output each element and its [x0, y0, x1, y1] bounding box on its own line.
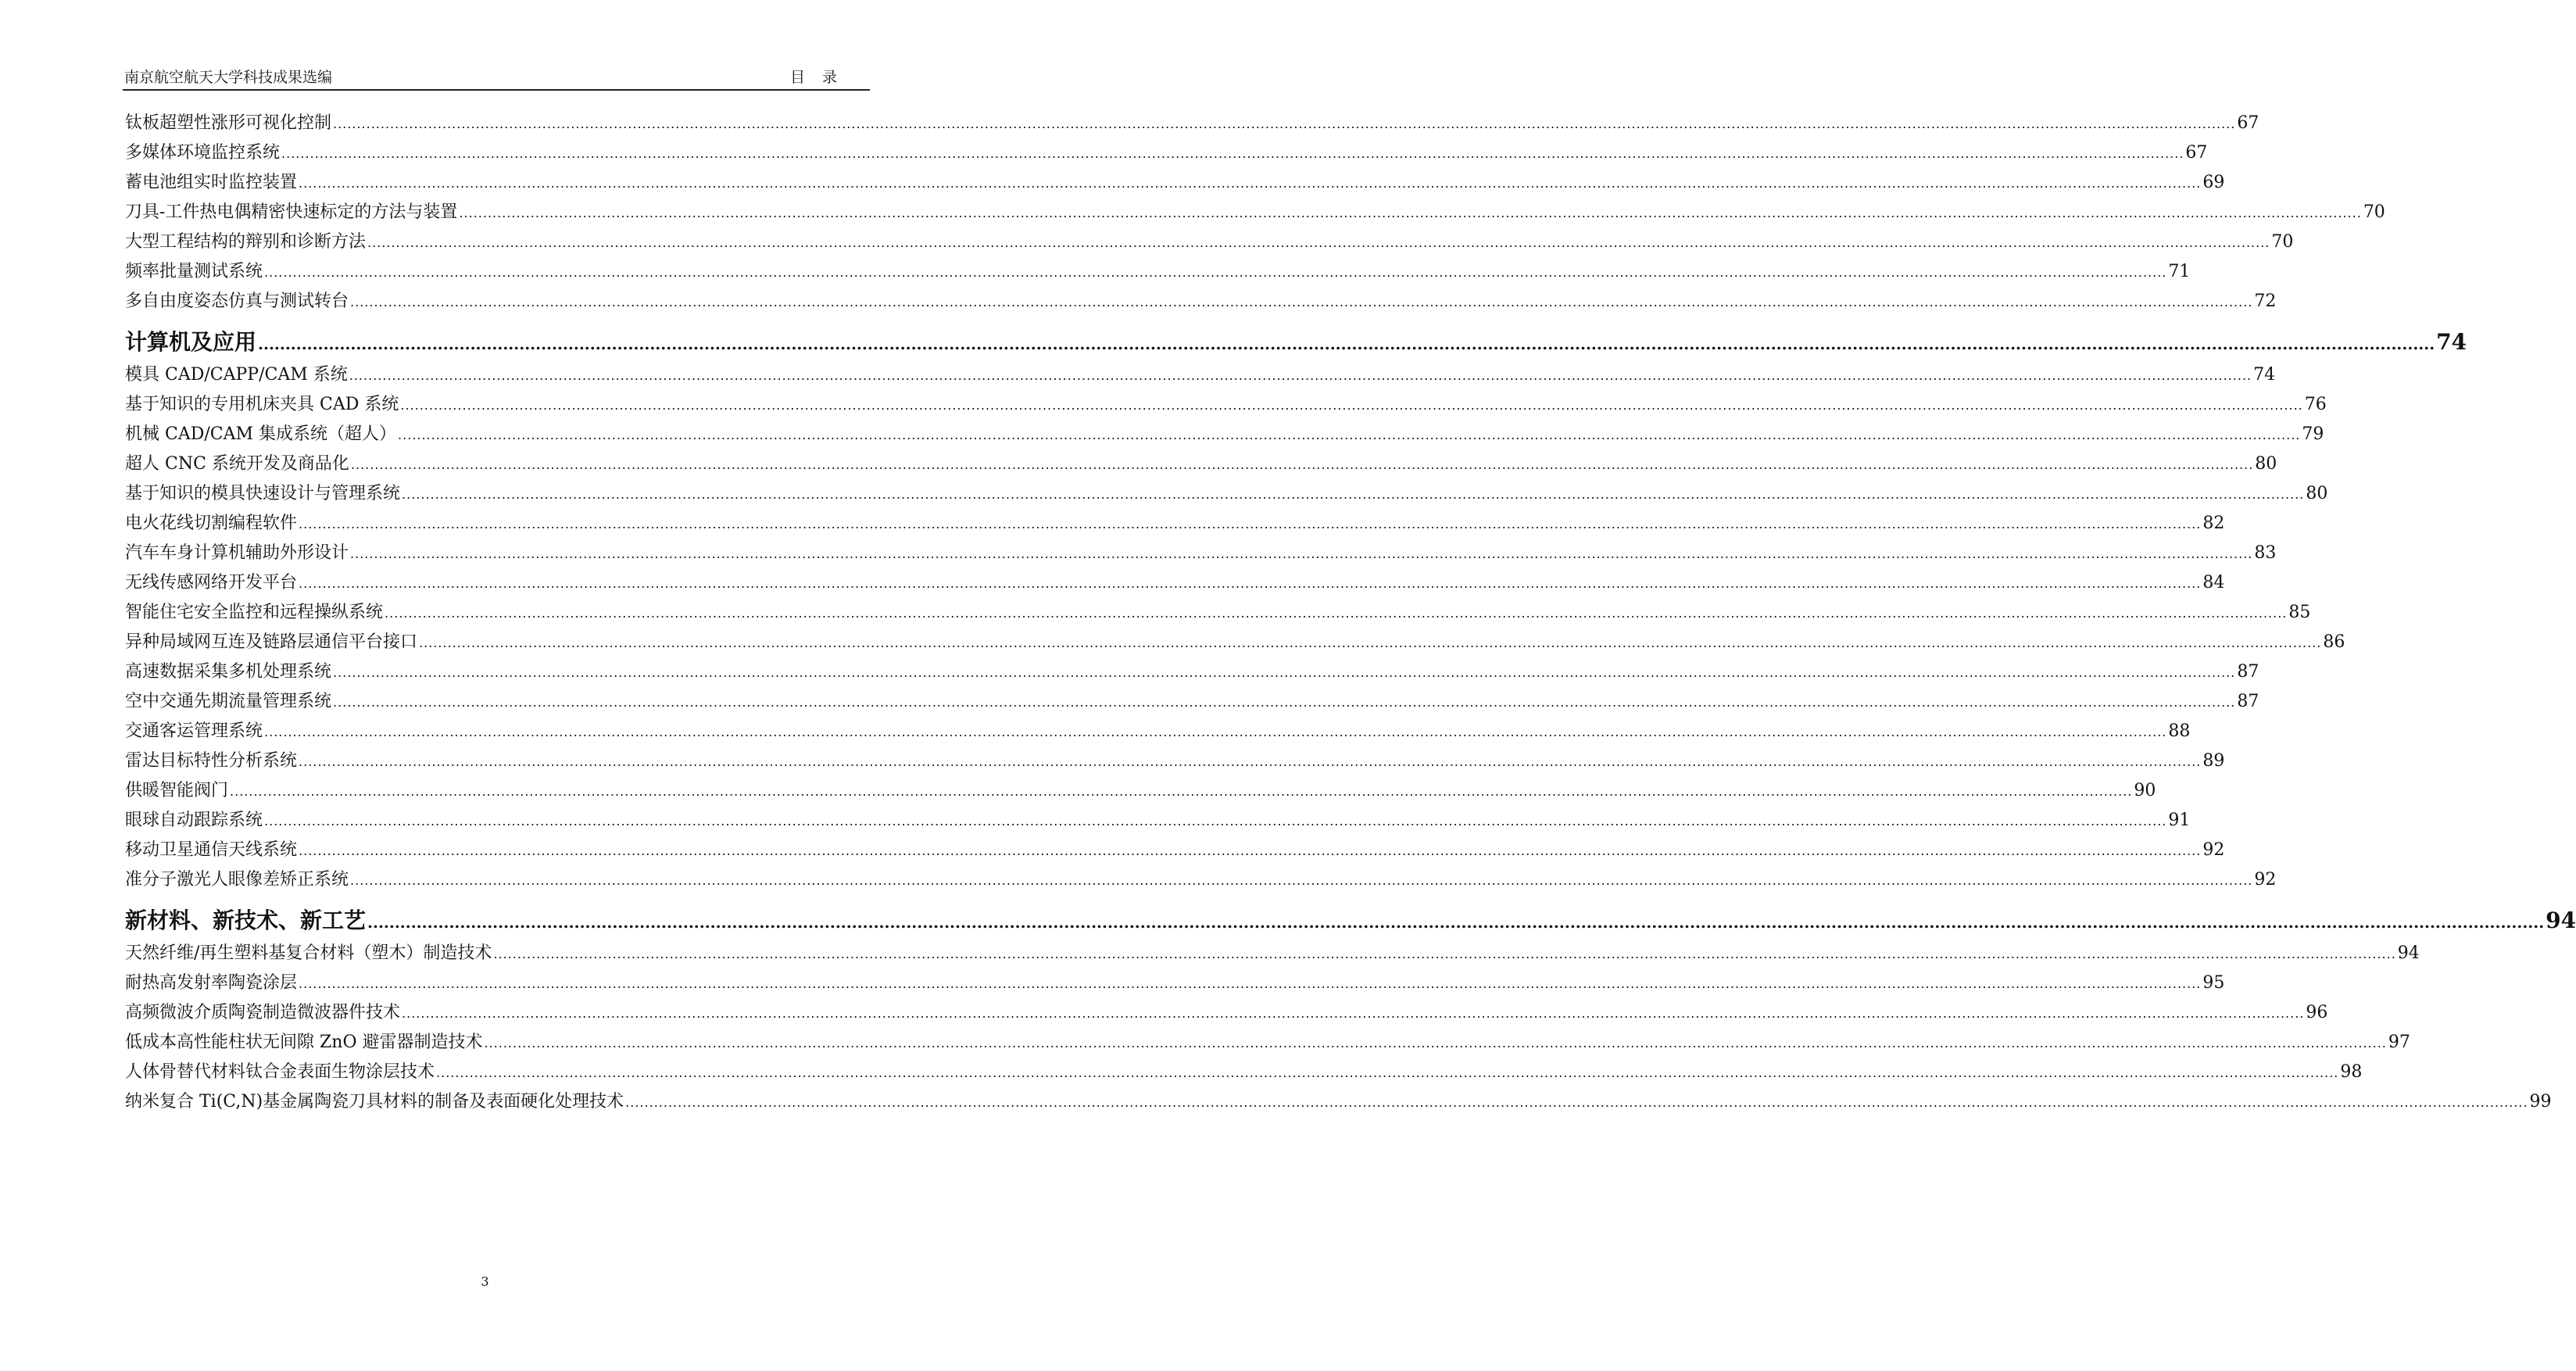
toc-entry[interactable]: [125, 969, 2225, 996]
toc-entry-title: 基于知识的专用机床夹具 CAD 系统: [125, 395, 399, 414]
toc-leader-dots: ................................................................................................................................................................................................................................................................................................................................................................................................................: [299, 176, 2202, 191]
toc-leader-dots: ................................................................................................................................................................................................................................................................................................................................................................................................................: [436, 1065, 2339, 1080]
toc-leader-dots: ................................................................................................................................................................................................................................................................................................................................................................................................................: [349, 368, 2252, 383]
toc-page-number: 88: [2168, 721, 2191, 741]
toc-page-number: 92: [2254, 870, 2277, 890]
toc-entry-title: 供暖智能阀门: [125, 781, 229, 800]
toc-page-number: 86: [2323, 632, 2345, 652]
toc-leader-dots: ................................................................................................................................................................................................................................................................................................................................................................................................................: [367, 235, 2270, 250]
toc-entry-title: 新材料、新技术、新工艺: [125, 907, 367, 933]
toc-leader-dots: ................................................................................................................................................................................................................................................................................................................................................................................................................: [350, 873, 2253, 888]
toc-page-number: 80: [2306, 484, 2328, 503]
toc-entry[interactable]: [125, 807, 2191, 833]
toc-page-number: 84: [2202, 573, 2225, 592]
toc-page-number: 72: [2254, 292, 2277, 311]
toc-entry-title: 多媒体环境监控系统: [125, 143, 281, 163]
toc-leader-dots: ................................................................................................................................................................................................................................................................................................................................................................................................................: [367, 913, 2545, 932]
toc-entry-title: 模具 CAD/CAPP/CAM 系统: [125, 365, 348, 385]
toc-leader-dots: ................................................................................................................................................................................................................................................................................................................................................................................................................: [625, 1095, 2528, 1110]
toc-leader-dots: ................................................................................................................................................................................................................................................................................................................................................................................................................: [258, 335, 2435, 353]
toc-entry-title: 多自由度姿态仿真与测试转台: [125, 292, 349, 311]
toc-leader-dots: ................................................................................................................................................................................................................................................................................................................................................................................................................: [299, 754, 2202, 769]
toc-leader-dots: ................................................................................................................................................................................................................................................................................................................................................................................................................: [350, 295, 2253, 310]
toc-entry[interactable]: [125, 288, 2277, 314]
toc-page-number: 89: [2202, 751, 2225, 771]
toc-page-number: 83: [2254, 543, 2277, 563]
toc-page-number: 82: [2202, 514, 2225, 533]
toc-leader-dots: ................................................................................................................................................................................................................................................................................................................................................................................................................: [484, 1036, 2387, 1051]
toc-entry[interactable]: [125, 658, 2259, 685]
toc-entry[interactable]: [125, 999, 2328, 1026]
toc-entry-title: 基于知识的模具快速设计与管理系统: [125, 484, 401, 503]
toc-page-number: 80: [2255, 454, 2277, 474]
toc-entry-title: 计算机及应用: [125, 329, 257, 355]
toc-entry-title: 准分子激光人眼像差矫正系统: [125, 870, 349, 890]
toc-page-number: 74: [2436, 329, 2467, 355]
toc-entry-title: 高速数据采集多机处理系统: [125, 662, 332, 682]
toc-entry-title: 交通客运管理系统: [125, 721, 263, 741]
toc-leader-dots: ................................................................................................................................................................................................................................................................................................................................................................................................................: [264, 814, 2167, 829]
toc-page-number: 85: [2288, 603, 2311, 622]
toc-leader-dots: ................................................................................................................................................................................................................................................................................................................................................................................................................: [459, 206, 2362, 220]
toc-entry-title: 天然纤维/再生塑料基复合材料（塑木）制造技术: [125, 943, 492, 963]
toc-leader-dots: ................................................................................................................................................................................................................................................................................................................................................................................................................: [402, 1006, 2305, 1021]
toc-page-number: 91: [2168, 811, 2191, 830]
toc-entry-title: 眼球自动跟踪系统: [125, 811, 263, 830]
toc-entry-title: 刀具-工件热电偶精密快速标定的方法与装置: [125, 202, 458, 222]
toc-leader-dots: ................................................................................................................................................................................................................................................................................................................................................................................................................: [400, 398, 2303, 413]
toc-leader-dots: ................................................................................................................................................................................................................................................................................................................................................................................................................: [264, 725, 2167, 739]
toc-leader-dots: ................................................................................................................................................................................................................................................................................................................................................................................................................: [230, 784, 2133, 799]
toc-leader-dots: ................................................................................................................................................................................................................................................................................................................................................................................................................: [299, 576, 2202, 591]
toc-entry[interactable]: [125, 747, 2225, 774]
toc-leader-dots: ................................................................................................................................................................................................................................................................................................................................................................................................................: [402, 487, 2305, 502]
toc-leader-dots: ................................................................................................................................................................................................................................................................................................................................................................................................................: [493, 947, 2396, 961]
toc-leader-dots: ................................................................................................................................................................................................................................................................................................................................................................................................................: [333, 665, 2236, 680]
toc-entry-title: 人体骨替代材料钛合金表面生物涂层技术: [125, 1062, 435, 1082]
toc-entry-title: 智能住宅安全监控和远程操纵系统: [125, 603, 384, 622]
toc-entry-title: 机械 CAD/CAM 集成系统（超人）: [125, 424, 397, 444]
toc-leader-dots: ................................................................................................................................................................................................................................................................................................................................................................................................................: [333, 695, 2236, 710]
toc-entry[interactable]: [125, 169, 2225, 195]
toc-entry-title: 电火花线切割编程软件: [125, 514, 298, 533]
toc-entry-title: 耐热高发射率陶瓷涂层: [125, 973, 298, 993]
toc-leader-dots: ................................................................................................................................................................................................................................................................................................................................................................................................................: [299, 843, 2202, 858]
toc-entry-title: 蓄电池组实时监控装置: [125, 173, 298, 192]
toc-page-number: 76: [2304, 395, 2327, 414]
toc-page-number: 87: [2237, 662, 2259, 682]
toc-page-number: 71: [2168, 262, 2191, 281]
toc-entry-title: 异种局域网互连及链路层通信平台接口: [125, 632, 418, 652]
toc-entry[interactable]: [125, 258, 2191, 285]
toc-leader-dots: ................................................................................................................................................................................................................................................................................................................................................................................................................: [350, 457, 2254, 472]
toc-page-number: 67: [2185, 143, 2208, 163]
toc-entry-title: 雷达目标特性分析系统: [125, 751, 298, 771]
page-header: [123, 66, 870, 91]
toc-leader-dots: ................................................................................................................................................................................................................................................................................................................................................................................................................: [299, 976, 2202, 991]
toc-leader-dots: ................................................................................................................................................................................................................................................................................................................................................................................................................: [350, 546, 2253, 561]
toc-entry[interactable]: [125, 361, 2276, 388]
toc-page-number: 94: [2546, 907, 2576, 933]
toc-leader-dots: ................................................................................................................................................................................................................................................................................................................................................................................................................: [299, 517, 2202, 532]
toc-page-number: 99: [2529, 1092, 2552, 1111]
toc-entry[interactable]: [125, 777, 2156, 804]
toc-entry[interactable]: [125, 940, 2420, 966]
toc-entry-title: 移动卫星通信天线系统: [125, 840, 298, 860]
toc-entry[interactable]: [125, 569, 2225, 596]
toc-section-heading[interactable]: [125, 904, 2576, 938]
toc-entry-title: 大型工程结构的辩别和诊断方法: [125, 232, 367, 252]
toc-page-number: 79: [2302, 424, 2324, 444]
toc-page-number: 95: [2202, 973, 2225, 993]
toc-page-number: 67: [2237, 113, 2259, 133]
toc-page-number: 87: [2237, 692, 2259, 711]
toc-leader-dots: ................................................................................................................................................................................................................................................................................................................................................................................................................: [398, 428, 2301, 442]
toc-entry[interactable]: [125, 199, 2385, 225]
toc-entry[interactable]: [125, 421, 2324, 447]
page-number: 3: [481, 1274, 489, 1289]
toc-entry[interactable]: [125, 628, 2345, 655]
toc-entry[interactable]: [125, 688, 2259, 714]
toc-entry[interactable]: [125, 228, 2294, 255]
toc-entry[interactable]: [125, 599, 2311, 625]
toc-entry[interactable]: [125, 450, 2277, 477]
toc-entry[interactable]: [125, 1058, 2363, 1085]
toc-leader-dots: ................................................................................................................................................................................................................................................................................................................................................................................................................: [385, 606, 2288, 621]
toc-entry-title: 空中交通先期流量管理系统: [125, 692, 332, 711]
toc-page-number: 69: [2202, 173, 2225, 192]
toc-leader-dots: ................................................................................................................................................................................................................................................................................................................................................................................................................: [333, 116, 2236, 131]
toc-entry-title: 高频微波介质陶瓷制造微波器件技术: [125, 1003, 401, 1022]
toc-page-number: 92: [2202, 840, 2225, 860]
toc-entry[interactable]: [125, 836, 2225, 863]
toc-leader-dots: ................................................................................................................................................................................................................................................................................................................................................................................................................: [419, 635, 2322, 650]
toc-entry-title: 汽车车身计算机辅助外形设计: [125, 543, 349, 563]
toc-entry-title: 超人 CNC 系统开发及商品化: [125, 454, 349, 474]
toc-entry-title: 纳米复合 Ti(C,N)基金属陶瓷刀具材料的制备及表面硬化处理技术: [125, 1092, 624, 1111]
toc-entry-title: 无线传感网络开发平台: [125, 573, 298, 592]
header-section-label: 目录: [789, 69, 854, 86]
toc-entry[interactable]: [125, 866, 2277, 893]
header-book-title: 南京航空航天大学科技成果选编: [124, 69, 333, 86]
toc-entry[interactable]: [125, 539, 2277, 566]
toc-page-number: 90: [2134, 781, 2156, 800]
toc-page-number: 70: [2271, 232, 2294, 252]
toc-entry-title: 低成本高性能柱状无间隙 ZnO 避雷器制造技术: [125, 1033, 483, 1052]
toc-page-number: 97: [2388, 1033, 2410, 1052]
toc-page-number: 70: [2363, 202, 2385, 222]
toc-entry[interactable]: [125, 1088, 2552, 1115]
toc-entry-title: 钛板超塑性涨形可视化控制: [125, 113, 332, 133]
toc-entry[interactable]: [125, 1029, 2410, 1055]
toc-entry[interactable]: [125, 480, 2328, 507]
toc-leader-dots: ................................................................................................................................................................................................................................................................................................................................................................................................................: [281, 146, 2184, 161]
toc-entry[interactable]: [125, 109, 2259, 136]
toc-entry[interactable]: [125, 391, 2327, 417]
toc-page-number: 74: [2253, 365, 2276, 385]
toc-section-heading[interactable]: [125, 325, 2467, 360]
toc-page-number: 98: [2340, 1062, 2363, 1082]
toc-page-number: 94: [2397, 943, 2420, 963]
toc-entry[interactable]: [125, 718, 2191, 744]
toc-leader-dots: ................................................................................................................................................................................................................................................................................................................................................................................................................: [264, 265, 2167, 280]
toc-entry[interactable]: [125, 510, 2225, 536]
toc-page-number: 96: [2306, 1003, 2328, 1022]
toc-entry-title: 频率批量测试系统: [125, 262, 263, 281]
toc-entry[interactable]: [125, 139, 2208, 166]
